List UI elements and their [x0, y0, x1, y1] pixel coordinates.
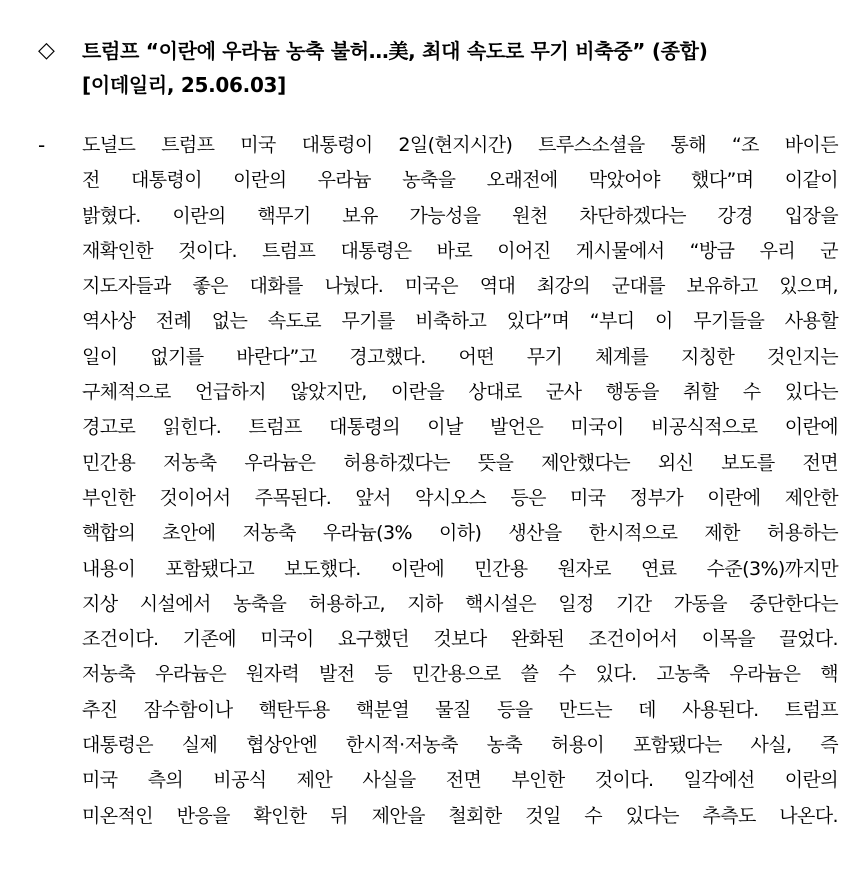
paragraph-line: 지상 시설에서 농축을 허용하고, 지하 핵시설은 일정 기간 가동을 중단한다는: [82, 592, 838, 615]
paragraph-line: 경고로 읽힌다. 트럼프 대통령의 이날 발언은 미국이 비공식적으로 이란에: [82, 416, 838, 439]
paragraph-line: 일이 없기를 바란다”고 경고했다. 어떤 무기 체계를 지칭한 것인지는: [82, 345, 838, 368]
diamond-bullet-icon: ◇: [38, 38, 55, 63]
paragraph-line: 미국 측의 비공식 제안 사실을 전면 부인한 것이다. 일각에선 이란의: [82, 769, 838, 792]
paragraph-line: 대통령은 실제 협상안엔 한시적·저농축 농축 허용이 포함됐다는 사실, 즉: [82, 734, 838, 757]
paragraph-line: 도널드 트럼프 미국 대통령이 2일(현지시간) 트루스소셜을 통해 “조 바이든: [82, 134, 838, 156]
headline-source: [이데일리, 25.06.03]: [82, 73, 287, 97]
headline: [82, 34, 708, 102]
headline-section: [38, 34, 838, 102]
paragraph-line: 핵합의 초안에 저농축 우라늄(3% 이하) 생산을 한시적으로 제한 허용하는: [82, 522, 838, 545]
paragraph-line: 역사상 전례 없는 속도로 무기를 비축하고 있다”며 “부디 이 무기들을 사용할: [82, 310, 838, 333]
paragraph-line: 부인한 것이어서 주목된다. 앞서 악시오스 등은 미국 정부가 이란에 제안한: [82, 486, 838, 509]
paragraph-line: 추진 잠수함이나 핵탄두용 핵분열 물질 등을 만드는 데 사용된다. 트럼프: [82, 698, 838, 721]
paragraph-line: 전 대통령이 이란의 우라늄 농축을 오래전에 막았어야 했다”며 이같이: [82, 169, 838, 192]
paragraph-line: 구체적으로 언급하지 않았지만, 이란을 상대로 군사 행동을 취할 수 있다는: [82, 381, 838, 404]
paragraph-line: 미온적인 반응을 확인한 뒤 제안을 철회한 것일 수 있다는 추측도 나온다.: [82, 804, 838, 827]
paragraph-line: 조건이다. 기존에 미국이 요구했던 것보다 완화된 조건이어서 이목을 끌었다.: [82, 628, 838, 651]
paragraph-line: 재확인한 것이다. 트럼프 대통령은 바로 이어진 게시물에서 “방금 우리 군: [82, 239, 838, 262]
paragraph-line: 밝혔다. 이란의 핵무기 보유 가능성을 원천 차단하겠다는 강경 입장을: [82, 204, 838, 227]
article-body: [38, 128, 838, 834]
paragraph-line: 민간용 저농축 우라늄은 허용하겠다는 뜻을 제안했다는 외신 보도를 전면: [82, 451, 838, 474]
paragraph-line: 지도자들과 좋은 대화를 나눴다. 미국은 역대 최강의 군대를 보유하고 있으며,: [82, 275, 838, 298]
article-paragraph: [82, 128, 838, 834]
headline-title: 트럼프 “이란에 우라늄 농축 불허…美, 최대 속도로 무기 비축중” (종합): [82, 39, 708, 63]
paragraph-line: 내용이 포함됐다고 보도했다. 이란에 민간용 원자로 연료 수준(3%)까지만: [82, 557, 838, 580]
paragraph-line: 저농축 우라늄은 원자력 발전 등 민간용으로 쓸 수 있다. 고농축 우라늄은 핵: [82, 663, 838, 686]
dash-bullet: -: [38, 133, 46, 157]
